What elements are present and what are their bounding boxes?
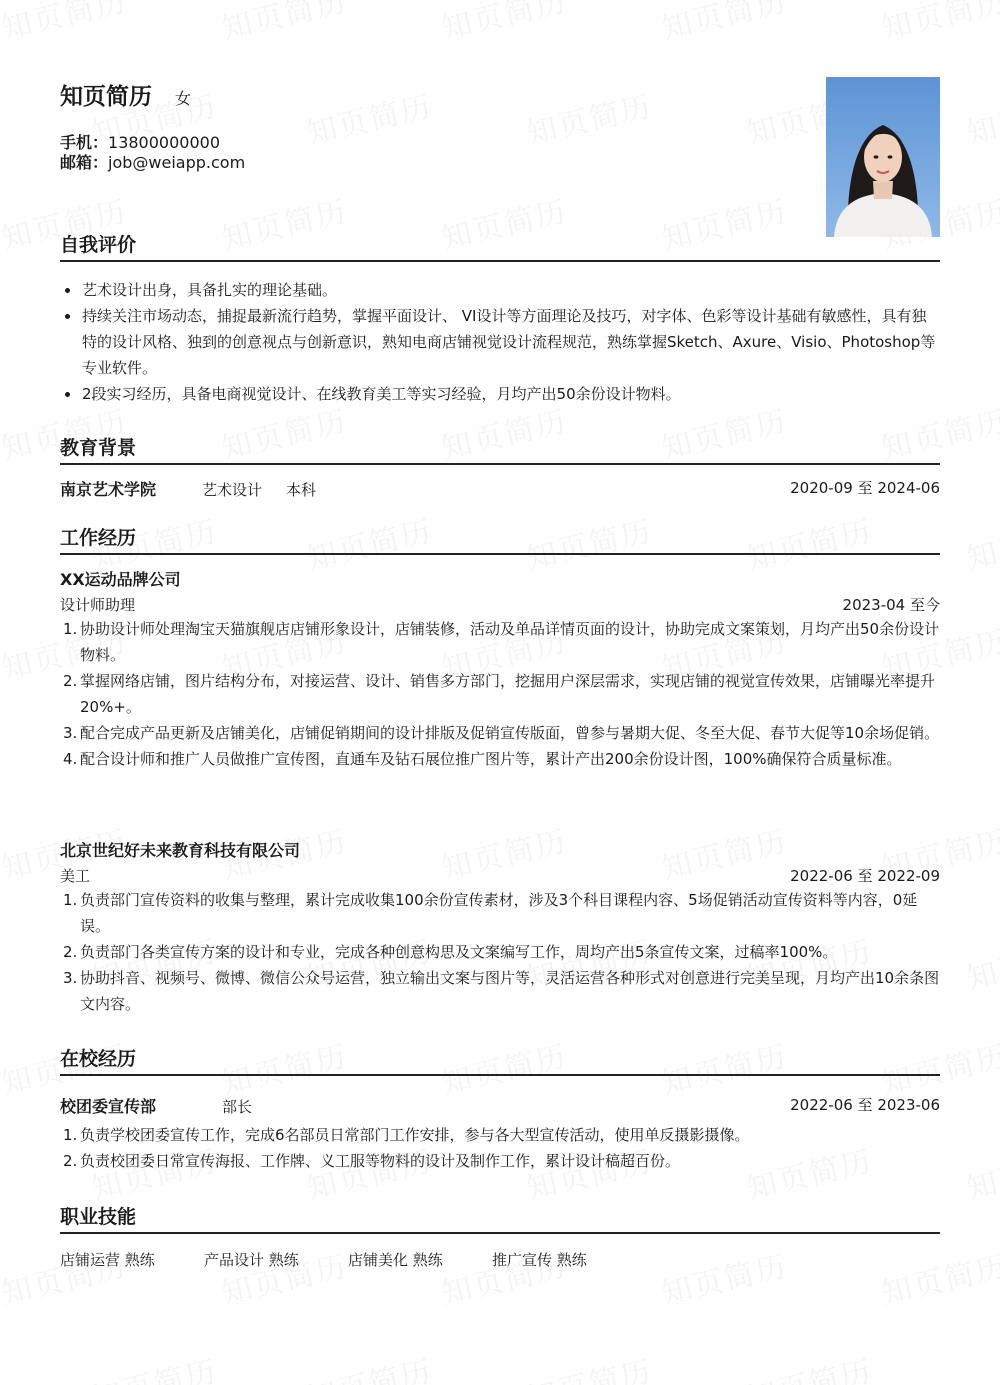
section-divider	[60, 1074, 940, 1076]
job-period: 2022-06 至 2022-09	[790, 867, 940, 885]
watermark-text	[437, 816, 572, 888]
list-item: 2段实习经历，具备电商视觉设计、在线教育美工等实习经验，月均产出50余份设计物料。	[60, 381, 940, 407]
self-evaluation-section	[60, 231, 940, 407]
list-item: 艺术设计出身，具备扎实的理论基础。	[60, 277, 940, 303]
email-line	[60, 150, 245, 173]
campus-period: 2022-06 至 2023-06	[790, 1096, 940, 1114]
watermark-text	[962, 1136, 1000, 1208]
skill-item: 店铺美化 熟练	[348, 1251, 443, 1269]
company-name: XX运动品牌公司	[60, 570, 181, 589]
org-name: 校团委宣传部	[60, 1097, 157, 1116]
list-item: 2. 负责部门各类宣传方案的设计和专业，完成各种创意构思及文案编写工作，周均产出5条宣传文案，过稿率100%。	[63, 943, 838, 961]
list-item: 2. 掌握网络店铺，图片结构分布，对接运营、设计、销售多方部门，挖掘用户深层需求，实现店铺的视觉宣传效果，店铺曝光率提升20%+。	[63, 672, 936, 716]
watermark-text	[962, 506, 1000, 578]
candidate-gender: 女	[175, 89, 192, 108]
email-value: job@weiapp.com	[108, 153, 246, 172]
watermark-text	[522, 81, 657, 153]
degree: 本科	[286, 481, 317, 499]
watermark-text	[962, 926, 1000, 998]
education-period: 2020-09 至 2024-06	[790, 479, 940, 497]
list-item: 1. 协助设计师处理淘宝天猫旗舰店店铺形象设计，店铺装修，活动及单品详情页面的设计，协助完成文案策划，月均产出50余份设计物料。	[63, 620, 940, 664]
skill-item: 店铺运营 熟练	[60, 1251, 155, 1269]
list-item: 持续关注市场动态，捕捉最新流行趋势，掌握平面设计、 VI设计等方面理论及技巧，对字体、色彩等设计基础有敏感性，具有独特的设计风格、独到的创意视点与创新意识，熟知电商店铺视觉设计流程规范，熟练掌握Sketch、Axure、Visio、Photoshop等专业软件。	[60, 303, 940, 381]
company-name: 北京世纪好未来教育科技有限公司	[60, 841, 301, 860]
job-duties-list	[60, 616, 940, 772]
section-divider	[60, 260, 940, 262]
phone-value: 13800000000	[108, 133, 220, 152]
portrait-image	[826, 77, 940, 237]
major: 艺术设计	[202, 481, 263, 499]
list-item: 2. 负责校团委日常宣传海报、工作牌、义工服等物料的设计及制作工作，累计设计稿超百份。	[63, 1152, 681, 1170]
section-title: 职业技能	[60, 1206, 137, 1228]
watermark-text	[437, 0, 572, 48]
section-divider	[60, 1232, 940, 1234]
school-name: 南京艺术学院	[60, 480, 157, 499]
list-item: 3. 配合完成产品更新及店铺美化，店铺促销期间的设计排版及促销宣传版面，曾参与暑期大促、冬至大促、春节大促等10余场促销。	[63, 724, 940, 742]
section-title: 在校经历	[60, 1048, 137, 1070]
watermark-text	[877, 1241, 1000, 1313]
watermark-text	[217, 0, 352, 48]
watermark-text	[962, 81, 1000, 153]
self-eval-list	[60, 277, 940, 407]
list-item: 4. 配合设计师和推广人员做推广宣传图，直通车及钻石展位推广图片等，累计产出200余份设计图，100%确保符合质量标准。	[63, 750, 902, 768]
candidate-name: 知页简历	[60, 84, 152, 110]
job-period: 2023-04 至今	[842, 596, 940, 614]
skill-item: 推广宣传 熟练	[492, 1251, 587, 1269]
watermark-text	[522, 1346, 657, 1385]
section-divider	[60, 463, 940, 465]
section-divider	[60, 553, 940, 555]
watermark-text	[87, 1346, 222, 1385]
phone-label: 手机：	[60, 133, 109, 152]
work-section	[60, 524, 940, 1013]
skill-item: 产品设计 熟练	[204, 1251, 299, 1269]
list-item: 1. 负责学校团委宣传工作，完成6名部员日常部门工作安排，参与各大型宣传活动，使用单反摄影摄像。	[63, 1126, 750, 1144]
section-title: 工作经历	[60, 527, 137, 549]
campus-duties-list	[60, 1122, 940, 1174]
watermark-text	[742, 1346, 877, 1385]
watermark-text	[657, 0, 792, 48]
job-position: 美工	[60, 867, 91, 885]
list-item: 1. 负责部门宣传资料的收集与整理，累计完成收集100余份宣传素材，涉及3个科目课程内容、5场促销活动宣传资料等内容，0延误。	[63, 891, 918, 935]
watermark-text	[0, 0, 131, 48]
job-duties-list	[60, 887, 940, 1017]
watermark-text	[302, 1346, 437, 1385]
list-item: 3. 协助抖音、视频号、微博、微信公众号运营，独立输出文案与图片等，灵活运营各种形式对创意进行完美呈现，月均产出10余条图文内容。	[63, 969, 940, 1013]
org-role: 部长	[222, 1098, 253, 1116]
watermark-text	[657, 816, 792, 888]
job-position: 设计师助理	[60, 596, 136, 614]
section-title: 教育背景	[60, 437, 137, 459]
profile-photo	[826, 77, 940, 237]
watermark-text	[877, 0, 1000, 48]
education-section	[60, 434, 940, 499]
watermark-text	[302, 81, 437, 153]
campus-section	[60, 1045, 940, 1170]
section-title: 自我评价	[60, 234, 137, 256]
watermark-text	[657, 1241, 792, 1313]
skills-section	[60, 1203, 940, 1269]
email-label: 邮箱：	[60, 153, 109, 172]
